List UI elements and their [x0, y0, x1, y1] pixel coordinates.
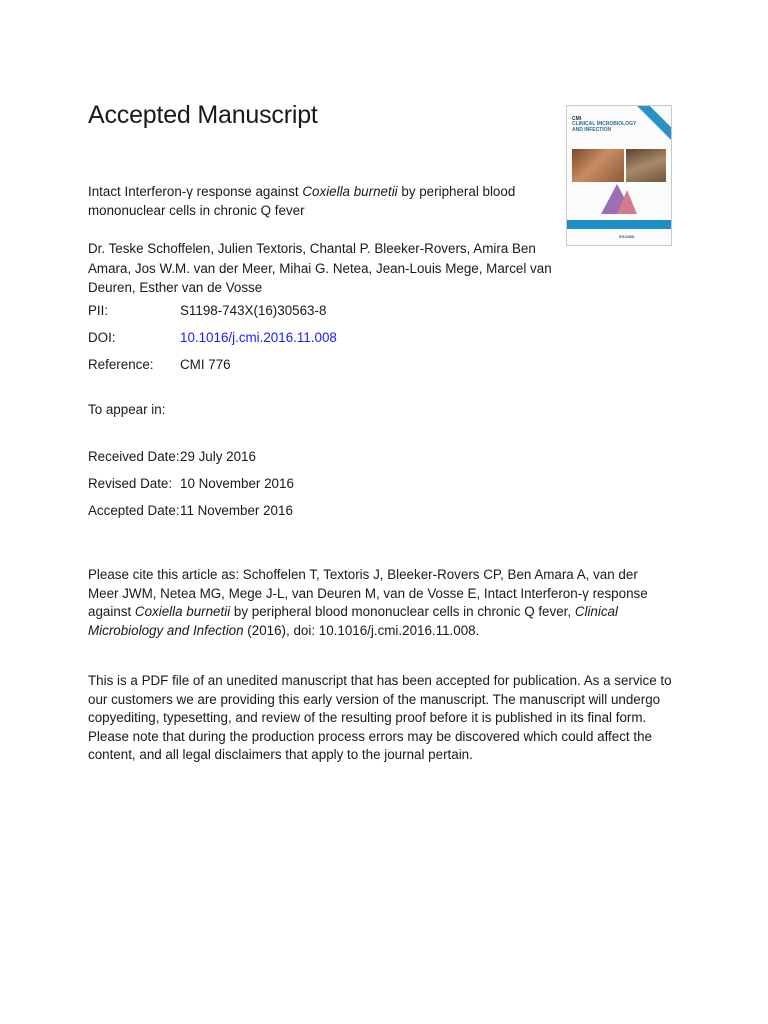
date-row-accepted [88, 503, 293, 518]
cover-abbreviation: CMI [572, 116, 582, 122]
date-label: Accepted Date: [88, 503, 180, 518]
citation-tail: (2016), doi: 10.1016/j.cmi.2016.11.008. [243, 622, 480, 638]
date-label: Received Date: [88, 449, 180, 464]
cover-publisher-logo: ESCMID [619, 234, 635, 239]
date-label: Revised Date: [88, 476, 173, 491]
cover-photo-left [572, 149, 624, 182]
date-value: 29 July 2016 [180, 449, 256, 464]
meta-value: S1198-743X(16)30563-8 [180, 303, 327, 318]
citation-block [88, 566, 668, 640]
title-species: Coxiella burnetii [302, 184, 398, 199]
meta-label: PII: [88, 303, 109, 318]
meta-label: DOI: [88, 330, 116, 345]
journal-cover-image [566, 105, 672, 246]
citation-journal: Clinical Microbiology and Infection [88, 604, 618, 638]
meta-row-reference [88, 357, 231, 372]
date-value: 11 November 2016 [180, 503, 293, 518]
to-appear-label: To appear in: [88, 402, 166, 417]
cover-photo-right [626, 149, 666, 182]
citation-mid: by peripheral blood mononuclear cells in chronic Q fever, [230, 604, 575, 619]
citation-species: Coxiella burnetii [134, 604, 231, 619]
title-pre: Intact Interferon-γ response against [88, 184, 303, 199]
cover-blue-band [567, 220, 671, 229]
meta-row-pii [88, 303, 326, 318]
date-row-received [88, 449, 256, 464]
author-list: Dr. Teske Schoffelen, Julien Textoris, Chantal P. Bleeker-Rovers, Amira Ben Amara, Jos W.M. van der Meer, Mihai G. Netea, Jean-Louis Mege, Marcel van Deuren, Esther van de Vosse [88, 241, 552, 295]
date-row-revised [88, 476, 294, 491]
doi-link[interactable]: 10.1016/j.cmi.2016.11.008 [180, 330, 337, 345]
citation-lead: Please cite this article as: Schoffelen T, Textoris J, Bleeker-Rovers CP, Ben Amara A, van der Meer JWM, Netea MG, Mege J-L, van Deuren M, van de Vosse E, Intact Interferon-γ response against [88, 567, 648, 619]
disclaimer-text: This is a PDF file of an unedited manuscript that has been accepted for publication. As a service to our customers we are providing this early version of the manuscript. The manuscript will undergo copyediting, typesetting, and review of the resulting proof before it is published in its final form. Please note that during the production process errors may be discovered which could affect the content, and all legal disclaimers that apply to the journal pertain. [88, 673, 672, 762]
cover-journal-name: CLINICAL MICROBIOLOGY AND INFECTION [572, 121, 637, 133]
cover-figure-pink [617, 190, 637, 214]
page-heading: Accepted Manuscript [88, 101, 318, 129]
title-post: by peripheral blood mononuclear cells in chronic Q fever [88, 184, 516, 218]
meta-label: Reference: [88, 357, 154, 372]
meta-value: CMI 776 [180, 357, 231, 372]
meta-row-doi [88, 330, 337, 345]
date-value: 10 November 2016 [180, 476, 294, 491]
article-title [88, 182, 558, 220]
